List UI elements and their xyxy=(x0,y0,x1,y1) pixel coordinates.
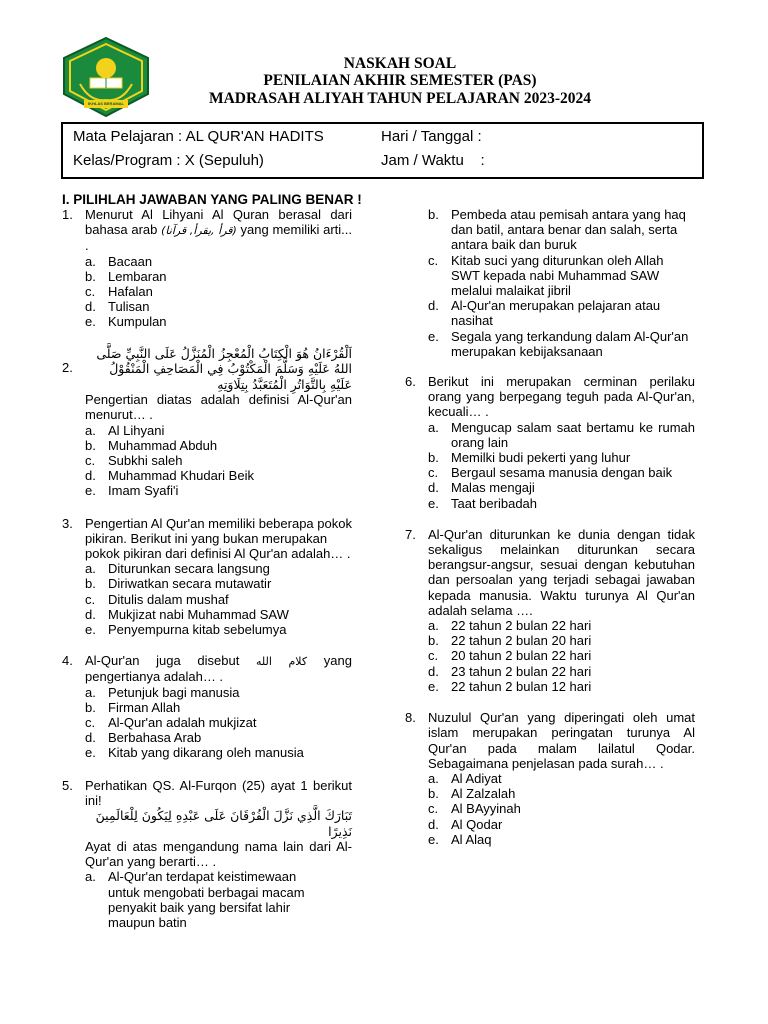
logo-motto: IKHLAS BERAMAL xyxy=(88,101,124,106)
class-label: Kelas/Program : X (Sepuluh) xyxy=(73,152,264,169)
option-letter: c. xyxy=(85,452,96,468)
question-text-part: yang pengertianya adalah… . xyxy=(85,653,352,685)
exam-info-box xyxy=(61,122,704,179)
ministry-logo xyxy=(60,36,152,118)
arabic-verse: تَبَارَكَ الَّذِي نَزَّلَ الْفُرْقَانَ عَلَى عَبْدِهِ لِيَكُونَ لِلْعَالَمِينَ نَذِيرًا xyxy=(95,808,352,839)
question-number: 4. xyxy=(62,653,73,669)
option-text: Penyempurna kitab sebelumya xyxy=(108,621,287,637)
question-1 xyxy=(62,207,352,330)
question-6 xyxy=(405,374,695,511)
option-text: Ditulis dalam mushaf xyxy=(108,591,229,607)
question-number: 2. xyxy=(62,359,73,375)
option-letter: b. xyxy=(85,437,96,453)
option-item xyxy=(85,622,352,637)
option-text: Bacaan xyxy=(108,253,153,269)
option-letter: c. xyxy=(428,801,439,817)
option-text: Al-Qur'an adalah mukjizat xyxy=(108,714,257,730)
option-text: 22 tahun 2 bulan 22 hari xyxy=(451,618,592,634)
option-item xyxy=(85,607,352,622)
question-number: 8. xyxy=(405,710,416,726)
option-text: Taat beribadah xyxy=(451,495,538,511)
right-column xyxy=(405,207,695,847)
option-text: Memilki budi pekerti yang luhur xyxy=(451,450,631,466)
option-item xyxy=(85,314,352,329)
option-item xyxy=(85,685,352,700)
option-text: Lembaran xyxy=(108,268,167,284)
option-item xyxy=(85,700,352,715)
option-text: Malas mengaji xyxy=(451,480,535,496)
option-item xyxy=(85,453,352,468)
exam-title: PENILAIAN AKHIR SEMESTER (PAS) xyxy=(263,72,537,89)
question-number: 6. xyxy=(405,374,416,390)
option-letter: a. xyxy=(428,419,439,435)
option-item xyxy=(428,832,695,847)
question-number: 7. xyxy=(405,526,416,542)
option-text: Berbahasa Arab xyxy=(108,730,202,746)
question-8 xyxy=(405,710,695,847)
question-number: 5. xyxy=(62,777,73,793)
option-letter: a. xyxy=(85,422,96,438)
option-text: Al Alaq xyxy=(451,831,492,847)
option-item xyxy=(428,298,695,328)
option-text: Petunjuk bagi manusia xyxy=(108,684,240,700)
option-item xyxy=(85,284,352,299)
arabic-inline: (قرأ ,يقرأ, قرآنا) xyxy=(161,224,237,238)
option-letter: c. xyxy=(85,591,96,607)
question-text xyxy=(85,653,352,684)
time-label: Jam / Waktu : xyxy=(381,152,485,169)
option-text: Muhammad Abduh xyxy=(108,437,218,453)
option-letter: d. xyxy=(85,606,96,622)
option-list xyxy=(85,423,352,499)
option-letter: d. xyxy=(428,480,439,496)
option-letter: d. xyxy=(85,299,96,315)
option-text: Kitab suci yang diturunkan oleh Allah SWT kepada nabi Muhammad SAW melalui malaikat jibril xyxy=(451,252,664,299)
option-letter: a. xyxy=(428,770,439,786)
date-label: Hari / Tanggal : xyxy=(381,128,482,145)
arabic-passage: اَلْقُرْءَانُ هُوَ الْكِتَابُ الْمُعْجِزُ الْمُنَزَّلُ عَلَى النَّبِيِّ صَلَّى اللهُ عَلَيْهِ وَسَلَّمَ الْمَكْتُوْبُ فِي الْمَصَاحِفِ الْمَنْقُوْلُ عَلَيْهِ بِالتَّوَاتُرِ الْمُتَعَبَّدُ بِتِلَاوَتِهِ xyxy=(96,345,352,392)
option-item xyxy=(428,648,695,663)
question-text-part: yang memiliki arti... . xyxy=(85,222,352,254)
option-letter: d. xyxy=(428,663,439,679)
option-text: Muhammad Khudari Beik xyxy=(108,468,254,484)
question-number: 3. xyxy=(62,515,73,531)
option-letter: e. xyxy=(85,745,96,761)
option-letter: b. xyxy=(428,786,439,802)
option-item xyxy=(428,633,695,648)
option-item xyxy=(85,299,352,314)
option-letter: b. xyxy=(428,207,439,222)
option-text: Diturunkan secara langsung xyxy=(108,561,270,577)
option-item xyxy=(428,253,695,299)
option-text: Pembeda atau pemisah antara yang haq dan batil, antara benar dan salah, serta antara baik dan buruk xyxy=(451,207,686,253)
option-item xyxy=(85,869,305,930)
option-letter: a. xyxy=(85,253,96,269)
option-text: Al Qodar xyxy=(451,816,503,832)
option-item xyxy=(428,664,695,679)
option-item xyxy=(85,254,352,269)
section-title: I. PILIHLAH JAWABAN YANG PALING BENAR ! xyxy=(62,192,362,207)
option-letter: b. xyxy=(85,268,96,284)
option-letter: c. xyxy=(428,648,439,664)
option-item xyxy=(85,576,352,591)
option-text: Al Zalzalah xyxy=(451,786,516,802)
option-text: Imam Syafi'i xyxy=(108,483,179,499)
option-item xyxy=(428,465,695,480)
option-letter: d. xyxy=(428,298,439,314)
option-letter: c. xyxy=(428,465,439,481)
option-list-q5-continued xyxy=(428,207,695,359)
question-text: Pengertian Al Qur'an memiliki beberapa pokok pikiran. Berikut ini yang bukan merupakan pokok pikiran dari definisi Al Qur'an adalah… . xyxy=(85,515,352,561)
question-text: Al-Qur'an diturunkan ke dunia dengan tidak sekaligus melainkan diturunkan secara berangsur-angsur, sesuai dengan kebutuhan dan persoalan yang terjadi sebagai jawaban kepada manusia. Waktu turunya Al Qur'an adalah selama …. xyxy=(428,526,695,618)
option-letter: d. xyxy=(428,816,439,832)
option-text: Segala yang terkandung dalam Al-Qur'an merupakan kebijaksanaan xyxy=(451,328,689,359)
question-text-part: Menurut Al Lihyani Al Quran berasal dari bahasa arab xyxy=(85,207,352,238)
option-text: 22 tahun 2 bulan 12 hari xyxy=(451,678,592,694)
option-text: Al Adiyat xyxy=(451,770,502,786)
option-letter: e. xyxy=(85,483,96,499)
option-item xyxy=(428,496,695,511)
option-text: Bergaul sesama manusia dengan baik xyxy=(451,465,673,481)
option-letter: e. xyxy=(428,495,439,511)
option-letter: d. xyxy=(85,468,96,484)
option-text: Kitab yang dikarang oleh manusia xyxy=(108,745,304,761)
option-item xyxy=(85,438,352,453)
option-letter: e. xyxy=(85,621,96,637)
option-text: 23 tahun 2 bulan 22 hari xyxy=(451,663,592,679)
option-list xyxy=(428,618,695,694)
option-text: Hafalan xyxy=(108,284,153,300)
option-item xyxy=(428,480,695,495)
option-letter: e. xyxy=(428,678,439,694)
option-text: 20 tahun 2 bulan 22 hari xyxy=(451,648,592,664)
option-list xyxy=(428,771,695,847)
option-letter: c. xyxy=(428,252,439,268)
option-item xyxy=(428,817,695,832)
option-item xyxy=(85,269,352,284)
option-text: Al BAyyinah xyxy=(451,801,521,817)
option-letter: b. xyxy=(428,450,439,466)
option-letter: b. xyxy=(428,633,439,649)
option-item xyxy=(85,745,352,760)
option-letter: c. xyxy=(85,284,96,300)
question-5 xyxy=(62,778,352,931)
question-text: Perhatikan QS. Al-Furqon (25) ayat 1 berikut ini! xyxy=(85,777,352,808)
option-item xyxy=(428,329,695,359)
option-letter: a. xyxy=(85,561,96,577)
question-7 xyxy=(405,527,695,694)
question-4 xyxy=(62,653,352,760)
school-year-title: MADRASAH ALIYAH TAHUN PELAJARAN 2023-2024 xyxy=(208,90,592,107)
option-letter: e. xyxy=(85,314,96,330)
option-letter: a. xyxy=(85,869,96,885)
option-item xyxy=(428,420,695,450)
option-letter: a. xyxy=(428,618,439,634)
option-item xyxy=(428,801,695,816)
question-text: Pengertian diatas adalah definisi Al-Qur'an menurut… . xyxy=(85,392,352,423)
option-text: Firman Allah xyxy=(108,699,181,715)
question-number: 1. xyxy=(62,207,73,222)
left-column xyxy=(62,207,352,930)
option-item xyxy=(85,592,352,607)
option-letter: b. xyxy=(85,699,96,715)
option-item xyxy=(428,618,695,633)
question-3 xyxy=(62,516,352,638)
document-title: NASKAH SOAL xyxy=(343,55,457,72)
subject-label: Mata Pelajaran : AL QUR'AN HADITS xyxy=(73,128,324,145)
option-text: 22 tahun 2 bulan 20 hari xyxy=(451,633,592,649)
option-text: Kumpulan xyxy=(108,314,167,330)
option-item xyxy=(428,207,695,253)
option-item xyxy=(428,786,695,801)
option-item xyxy=(85,715,352,730)
option-item xyxy=(85,423,352,438)
option-letter: c. xyxy=(85,714,96,730)
question-2 xyxy=(62,346,352,499)
option-item xyxy=(85,561,352,576)
option-item xyxy=(85,483,352,498)
option-list xyxy=(85,254,352,330)
question-text: Nuzulul Qur'an yang diperingati oleh umat islam merupakan peringatan turunya Al Qur'an pada malam lailatul Qodar. Sebagaimana penjelasan pada surah… . xyxy=(428,710,695,771)
option-item xyxy=(428,679,695,694)
option-text: Subkhi saleh xyxy=(108,452,183,468)
question-text-part: Al-Qur'an juga disebut xyxy=(85,653,240,669)
option-text: Diriwatkan secara mutawatir xyxy=(108,576,272,592)
option-text: Al-Qur'an terdapat keistimewaan untuk mengobati berbagai macam penyakit baik yang bersifat lahir maupun batin xyxy=(108,869,305,931)
option-text: Mengucap salam saat bertamu ke rumah orang lain xyxy=(451,419,695,450)
option-letter: e. xyxy=(428,328,439,344)
question-text xyxy=(85,207,352,254)
option-list xyxy=(428,420,695,511)
question-text: Berikut ini merupakan cerminan perilaku orang yang berpegang teguh pada Al-Qur'an, kecuali… . xyxy=(428,374,695,420)
option-list xyxy=(85,869,305,930)
option-letter: b. xyxy=(85,576,96,592)
question-text: Ayat di atas mengandung nama lain dari Al-Qur'an yang berarti… . xyxy=(85,839,352,870)
option-list xyxy=(85,561,352,637)
option-text: Tulisan xyxy=(108,299,150,315)
option-text: Al-Qur'an merupakan pelajaran atau nasihat xyxy=(451,298,661,329)
option-letter: a. xyxy=(85,684,96,700)
option-letter: e. xyxy=(428,831,439,847)
option-list xyxy=(85,685,352,761)
option-text: Mukjizat nabi Muhammad SAW xyxy=(108,606,289,622)
option-letter: d. xyxy=(85,730,96,746)
option-item xyxy=(85,468,352,483)
option-item xyxy=(428,450,695,465)
option-item xyxy=(85,730,352,745)
option-item xyxy=(428,771,695,786)
option-text: Al Lihyani xyxy=(108,422,165,438)
arabic-inline: كلام الله xyxy=(256,655,308,669)
